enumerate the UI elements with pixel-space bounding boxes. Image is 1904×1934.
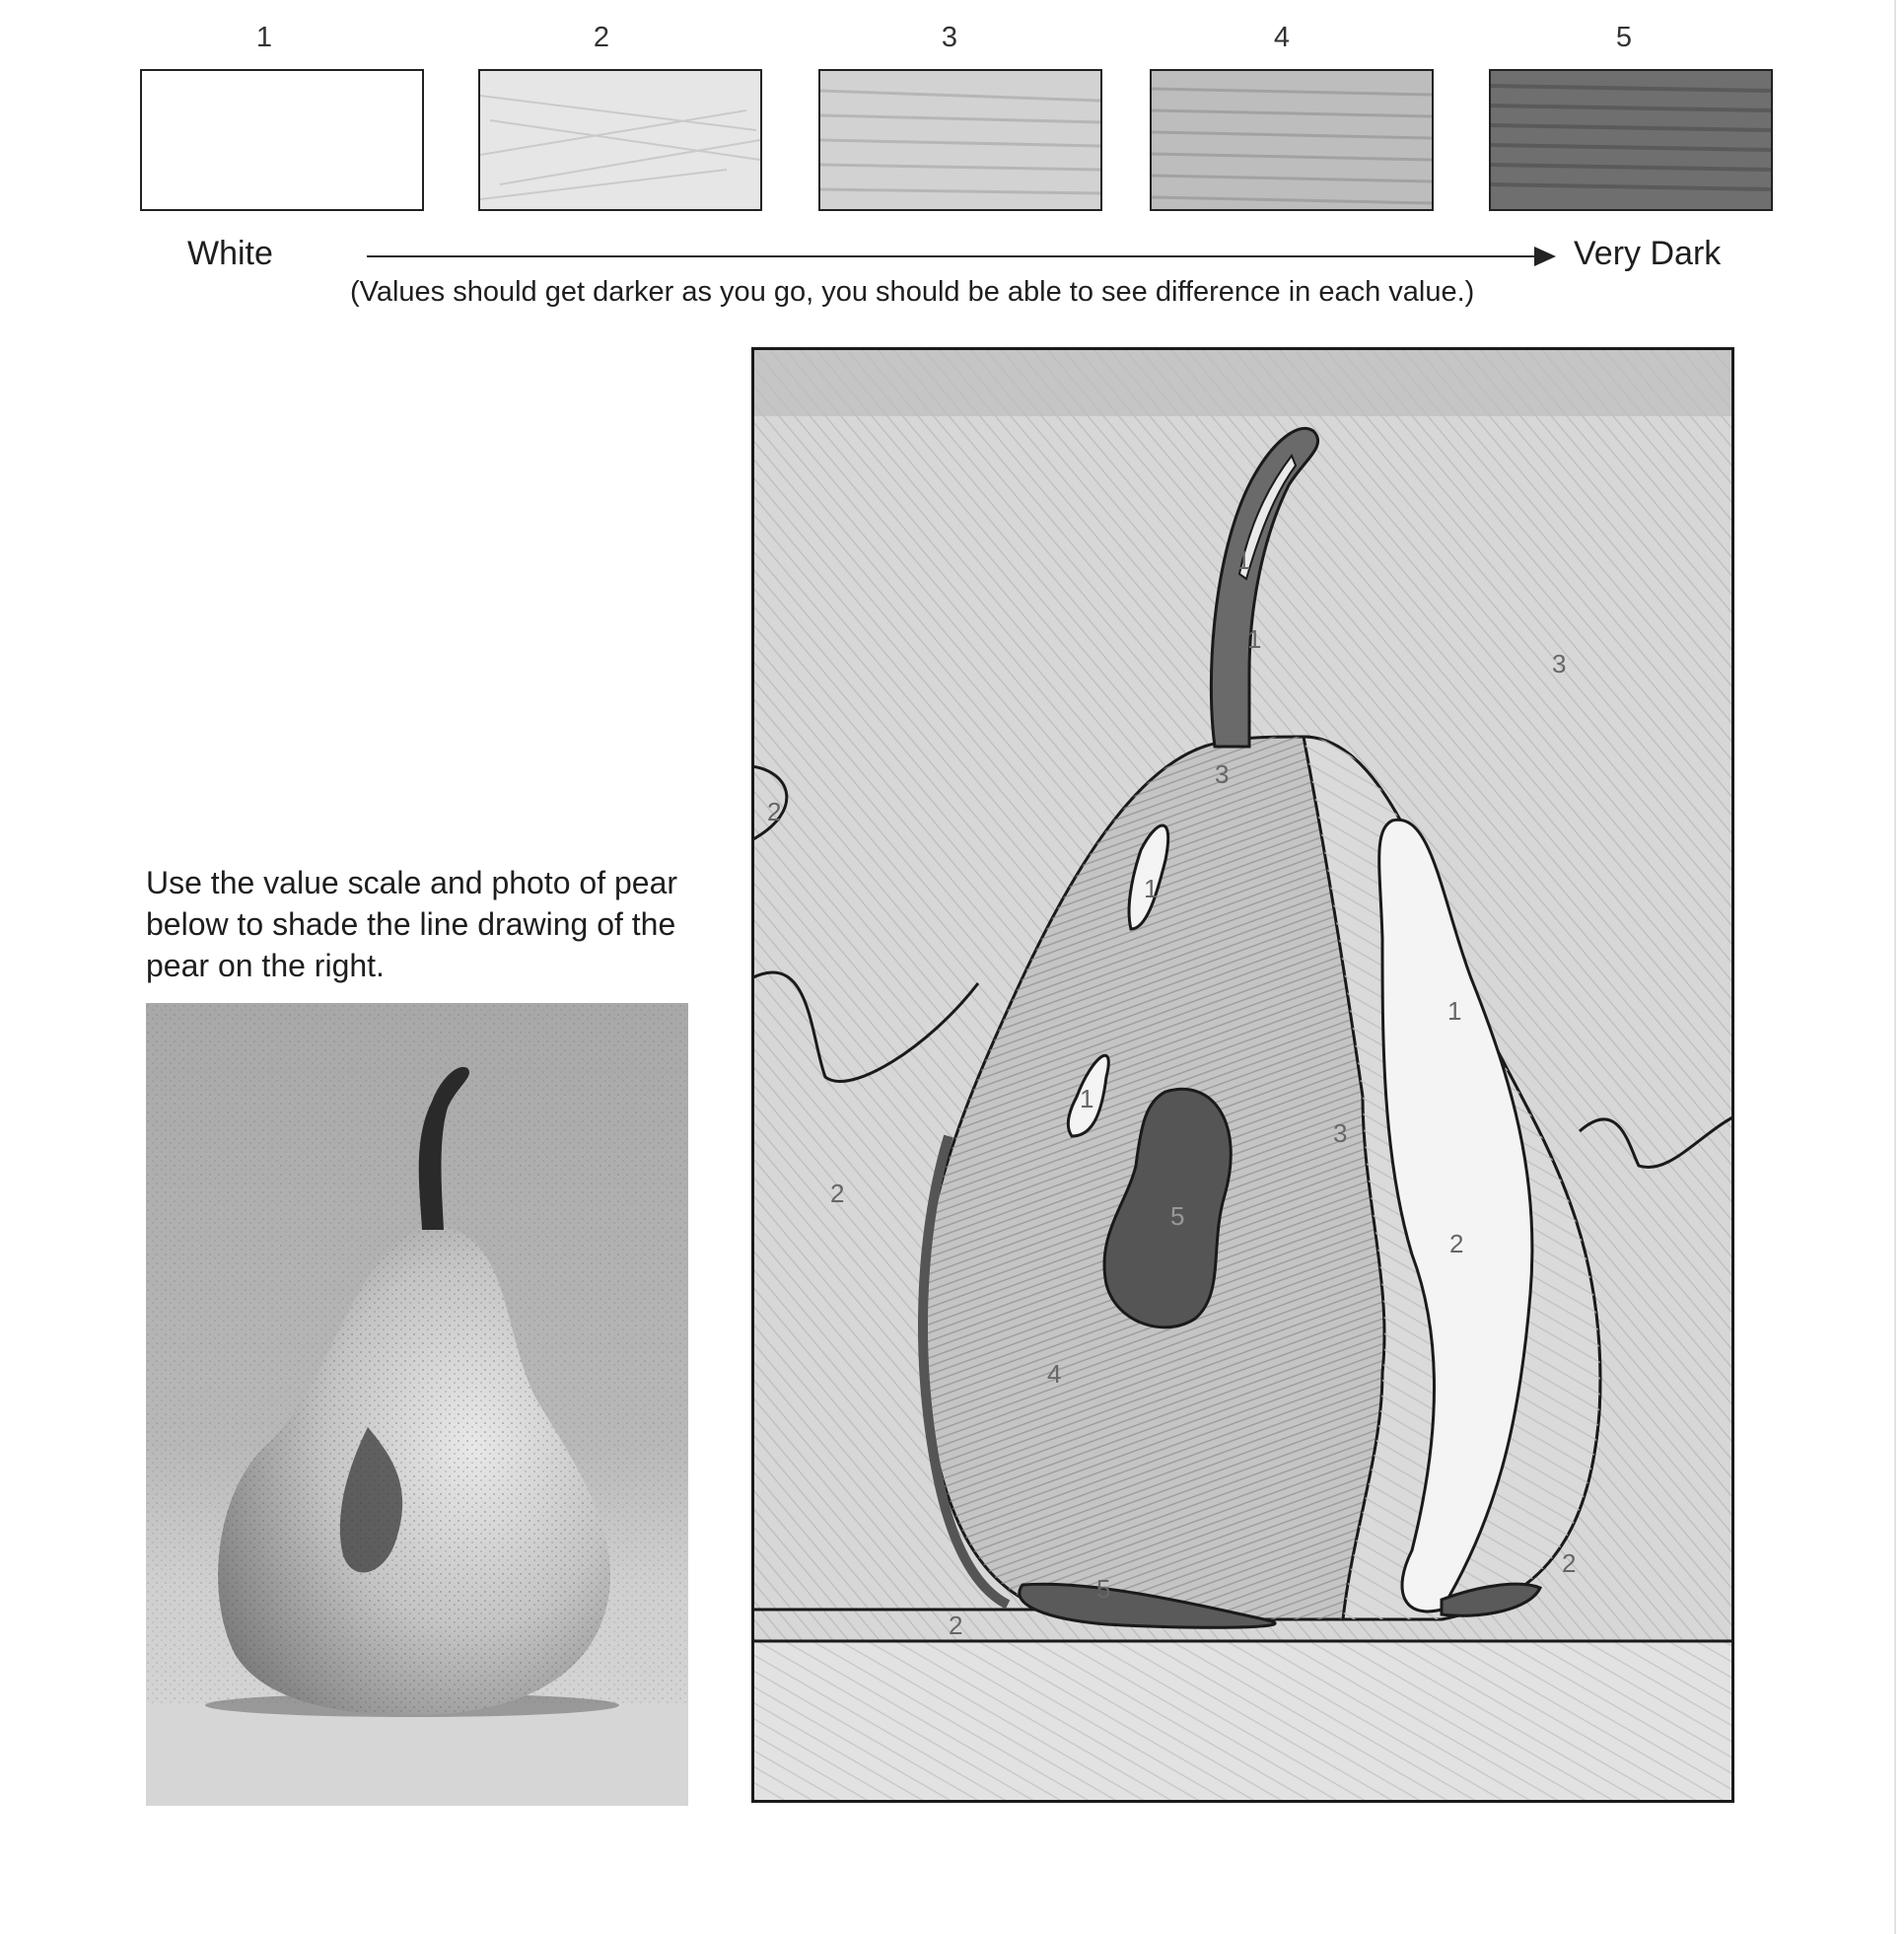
scale-number-2: 2 — [593, 22, 610, 53]
drawing-number: 3 — [1215, 759, 1230, 789]
drawing-number: 1 — [1247, 624, 1262, 654]
drawing-number: 1 — [1236, 545, 1251, 575]
instructions-text: Use the value scale and photo of pear below to shade the line drawing of the pear on the right. — [146, 865, 678, 983]
scale-number-5: 5 — [1615, 22, 1633, 53]
pear-reference-photo — [146, 1003, 688, 1806]
drawing-number: 4 — [1047, 1359, 1062, 1389]
scale-number-1: 1 — [255, 22, 273, 53]
drawing-number: 2 — [1562, 1548, 1577, 1578]
scale-number-4: 4 — [1273, 22, 1291, 53]
drawing-number: 2 — [767, 797, 782, 826]
drawing-number: 5 — [1096, 1574, 1111, 1604]
value-swatch-4 — [1150, 69, 1434, 211]
drawing-number: 3 — [1333, 1118, 1348, 1148]
scale-end-label: Very Dark — [1574, 235, 1722, 272]
value-swatch-5 — [1489, 69, 1773, 211]
value-swatch-1 — [140, 69, 424, 211]
page-edge — [1894, 0, 1896, 1934]
scale-start-label: White — [187, 235, 273, 272]
scale-number-3: 3 — [941, 22, 958, 53]
drawing-number: 3 — [1552, 649, 1567, 679]
scale-note: (Values should get darker as you go, you should be able to see difference in each value.) — [350, 276, 1475, 308]
pear-line-drawing — [751, 347, 1734, 1803]
drawing-number: 2 — [1449, 1229, 1464, 1258]
drawing-number: 1 — [1447, 996, 1462, 1026]
drawing-number: 2 — [949, 1611, 963, 1640]
drawing-number: 1 — [1144, 874, 1159, 903]
drawing-number: 1 — [1080, 1084, 1094, 1113]
scale-arrow — [367, 245, 1558, 268]
drawing-number: 2 — [830, 1179, 845, 1208]
value-swatch-3 — [818, 69, 1102, 211]
value-swatch-2 — [478, 69, 762, 211]
drawing-number: 5 — [1170, 1201, 1185, 1231]
